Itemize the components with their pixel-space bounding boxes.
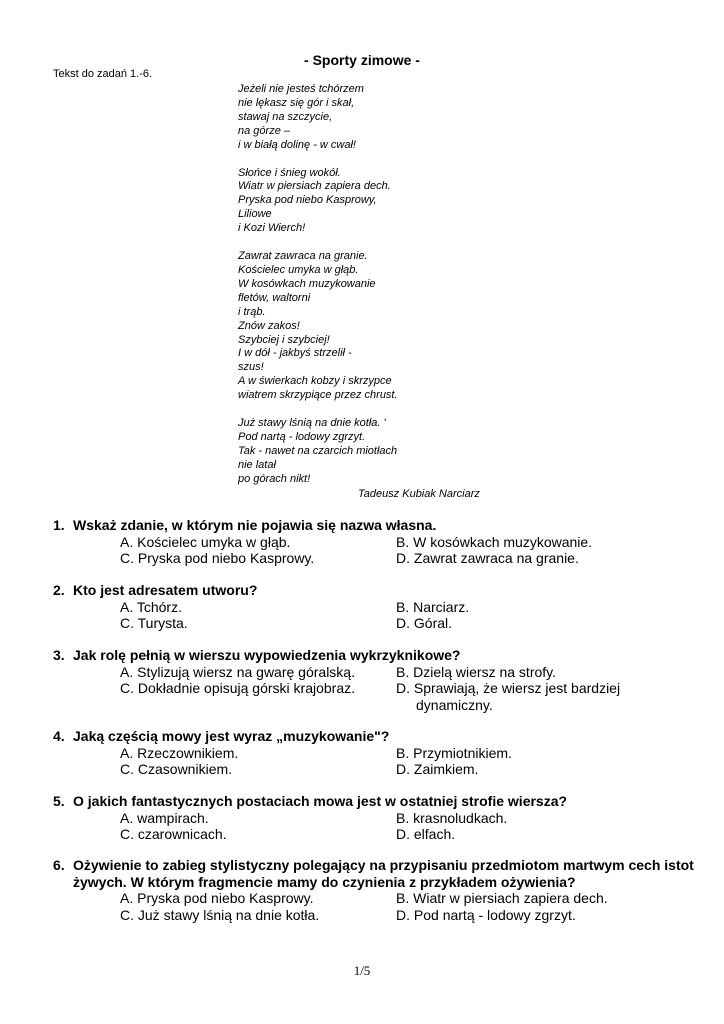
poem-line: Liliowe: [238, 208, 272, 221]
poem-line: Tak - nawet na czarcich miotłach: [238, 444, 398, 457]
question-1: [53, 517, 713, 567]
poem: [238, 83, 398, 487]
poem-line: Słońce i śnieg wokół.: [238, 166, 341, 179]
option-a[interactable]: A. Rzeczownikiem.: [120, 744, 239, 761]
question-text: Jak rolę pełnią w wierszu wypowiedzenia wykrzyknikowe?: [73, 647, 461, 663]
option-d[interactable]: D. elfach.: [396, 826, 456, 842]
poem-line: Wiatr w piersiach zapiera dech.: [238, 180, 391, 193]
poem-line: stawaj na szczycie,: [238, 110, 333, 123]
poem-line: A w świerkach kobzy i skrzypce: [238, 375, 392, 388]
poem-line: po górach nikt!: [238, 472, 311, 485]
question-number: 2.: [53, 582, 65, 598]
option-a[interactable]: A. Pryska pod niebo Kasprowy.: [120, 890, 314, 906]
poem-line: nie lękasz się gór i skał,: [238, 96, 355, 109]
question-number: 3.: [53, 647, 65, 663]
option-b[interactable]: B. Przymiotnikiem.: [396, 744, 512, 761]
option-d[interactable]: [396, 680, 713, 713]
question-text: O jakich fantastycznych postaciach mowa jest w ostatniej strofie wiersza?: [73, 793, 568, 809]
option-b[interactable]: B. krasnoludkach.: [396, 809, 508, 826]
poem-line: i trąb.: [238, 305, 266, 318]
question-3: [53, 647, 713, 713]
poem-line: Zawrat zawraca na granie.: [238, 250, 368, 263]
question-number: 6.: [53, 857, 65, 873]
option-d-text: D. Sprawiają, że wiersz jest bardziej: [396, 680, 621, 696]
text-reference-label: Tekst do zadań 1.-6.: [53, 68, 153, 80]
option-c[interactable]: C. Dokładnie opisują górski krajobraz.: [120, 680, 355, 696]
poem-line: W kosówkach muzykowanie: [238, 277, 376, 290]
question-2: [53, 582, 713, 632]
poem-line: Szybciej i szybciej!: [238, 333, 330, 346]
option-a[interactable]: A. Kościelec umyka w głąb.: [120, 533, 291, 550]
poem-stanza: [238, 167, 398, 237]
poem-line: Kościelec umyka w głąb.: [238, 263, 359, 276]
poem-line: Znów zakos!: [238, 319, 300, 332]
page-title: - Sporty zimowe -: [304, 52, 420, 68]
poem-line: fletów, waltorni: [238, 291, 311, 304]
question-number: 5.: [53, 793, 65, 809]
poem-line: wiatrem skrzypiące przez chrust.: [238, 389, 398, 402]
poem-line: Już stawy lśnią na dnie kotła. ': [238, 417, 386, 430]
option-d[interactable]: D. Zaimkiem.: [396, 761, 479, 777]
option-c[interactable]: C. Turysta.: [120, 615, 188, 631]
option-a[interactable]: A. Stylizują wiersz na gwarę góralską.: [120, 663, 355, 680]
option-b[interactable]: B. Narciarz.: [396, 598, 470, 615]
poem-line: Jeżeli nie jesteś tchórzem: [238, 83, 364, 95]
poem-line: Pryska pod niebo Kasprowy,: [238, 194, 377, 207]
option-d[interactable]: D. Pod nartą - lodowy zgrzyt.: [396, 906, 576, 923]
option-b[interactable]: B. Wiatr w piersiach zapiera dech.: [396, 890, 608, 906]
question-number: 1.: [53, 517, 65, 533]
poem-line: i Kozi Wierch!: [238, 222, 306, 235]
question-5: [53, 793, 713, 843]
option-a[interactable]: A. wampirach.: [120, 809, 209, 826]
option-c[interactable]: C. Czasownikiem.: [120, 761, 233, 777]
poem-stanza: [238, 83, 398, 153]
question-text: Wskaż zdanie, w którym nie pojawia się nazwa własna.: [73, 517, 437, 533]
page-number: 1/5: [353, 963, 371, 978]
option-c[interactable]: C. Już stawy lśnią na dnie kotła.: [120, 906, 320, 923]
option-b[interactable]: B. W kosówkach muzykowanie.: [396, 533, 593, 550]
poem-line: nie latał: [238, 458, 276, 471]
question-4: [53, 728, 713, 778]
poem-line: na górze –: [238, 124, 290, 137]
option-b[interactable]: B. Dzielą wiersz na strofy.: [396, 663, 557, 680]
option-d[interactable]: D. Góral.: [396, 615, 453, 631]
poem-line: Pod nartą - lodowy zgrzyt.: [238, 430, 366, 443]
poem-line: szus!: [238, 361, 264, 374]
question-text: Jaką częścią mowy jest wyraz „muzykowanie"?: [73, 728, 390, 744]
question-number: 4.: [53, 728, 65, 744]
option-c[interactable]: C. Pryska pod niebo Kasprowy.: [120, 550, 315, 566]
question-text: Ożywienie to zabieg stylistyczny polegający na przypisaniu przedmiotom martwym cech istot żywych. W którym fragmencie mamy do czynienia z przykładem ożywienia?: [73, 857, 694, 890]
poem-author: Tadeusz Kubiak Narciarz: [358, 488, 480, 500]
poem-line: i w białą dolinę - w cwał!: [238, 138, 356, 151]
poem-stanza: [238, 417, 398, 487]
question-6: [53, 857, 713, 923]
poem-stanza: [238, 250, 398, 403]
option-a[interactable]: A. Tchórz.: [120, 598, 182, 615]
question-text: Kto jest adresatem utworu?: [73, 582, 258, 598]
option-c[interactable]: C. czarownicach.: [120, 826, 227, 842]
option-d[interactable]: D. Zawrat zawraca na granie.: [396, 550, 579, 566]
poem-line: I w dół - jakbyś strzelił -: [238, 347, 352, 360]
option-d-continuation: dynamiczny.: [416, 696, 493, 713]
